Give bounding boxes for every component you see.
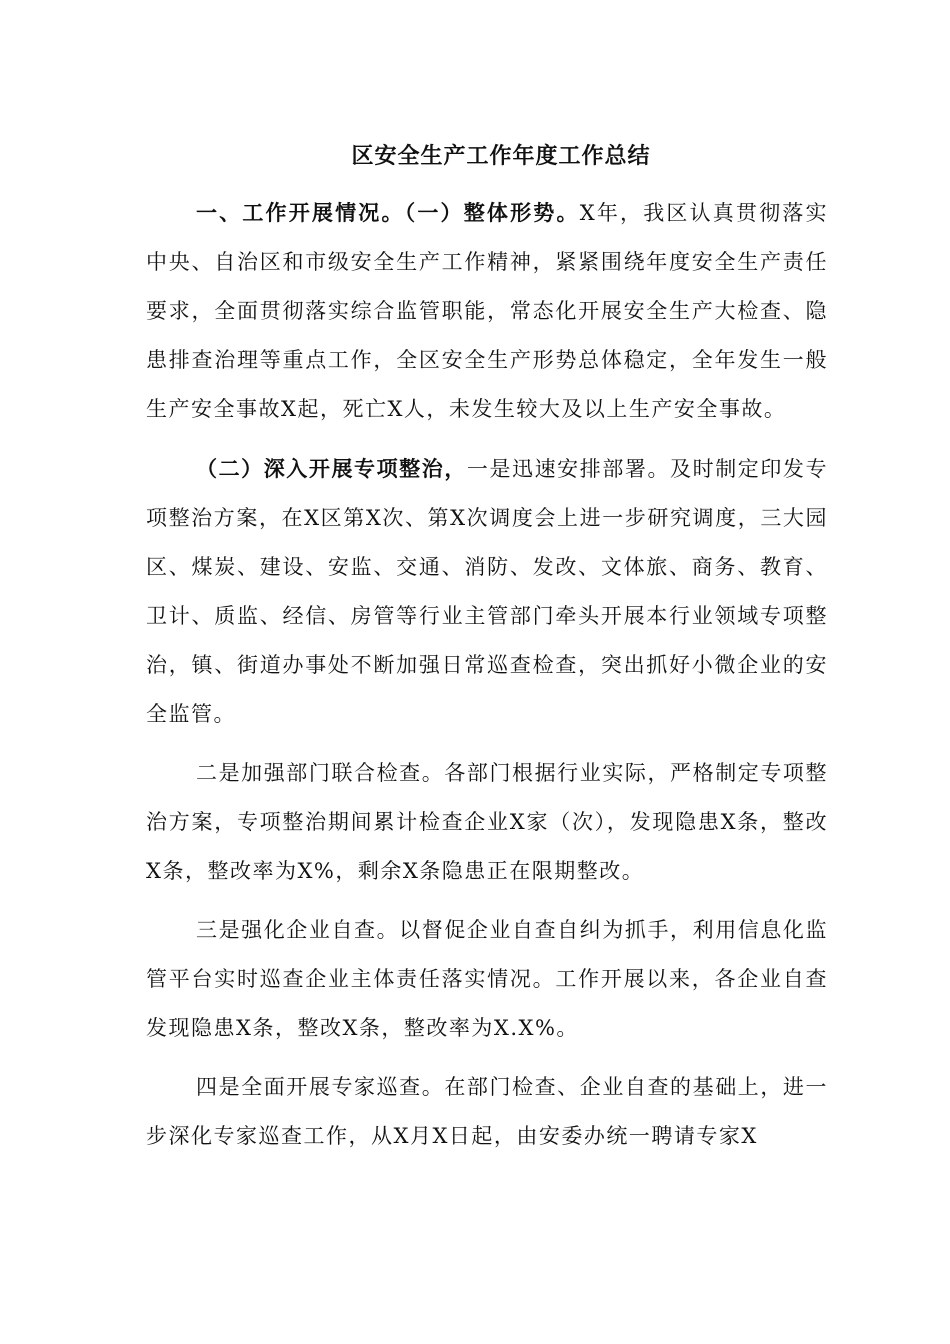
paragraph-body: X年，我区认真贯彻落实中央、自治区和市级安全生产工作精神，紧紧围绕年度安全生产责任要求，全面贯彻落实综合监管职能，常态化开展安全生产大检查、隐患排查治理等重点工作，全区安全生产形势总体稳定，全年发生一般生产安全事故X起，死亡X人，未发生较大及以上生产安全事故。 xyxy=(146,201,829,421)
paragraph-overall-situation xyxy=(146,188,828,434)
document-page xyxy=(146,136,828,1171)
paragraph-heading: 一、工作开展情况。（一）整体形势。 xyxy=(196,200,580,225)
document-title: 区安全生产工作年度工作总结 xyxy=(351,143,651,169)
paragraph-special-rectification xyxy=(146,444,828,739)
paragraph-joint-inspection: 二是加强部门联合检查。各部门根据行业实际，严格制定专项整治方案，专项整治期间累计检查企业X家（次），发现隐患X条，整改X条，整改率为X%，剩余X条隐患正在限期整改。 xyxy=(146,761,828,883)
paragraph-expert-inspection: 四是全面开展专家巡查。在部门检查、企业自查的基础上，进一步深化专家巡查工作，从X月X日起，由安委办统一聘请专家X xyxy=(146,1075,828,1148)
paragraph-heading: （二）深入开展专项整治， xyxy=(196,456,467,481)
paragraph-enterprise-self-inspection: 三是强化企业自查。以督促企业自查自纠为抓手，利用信息化监管平台实时巡查企业主体责任落实情况。工作开展以来，各企业自查发现隐患X条，整改X条，整改率为X.X%。 xyxy=(146,918,828,1040)
paragraph-body: 一是迅速安排部署。及时制定印发专项整治方案，在X区第X次、第X次调度会上进一步研究调度，三大园区、煤炭、建设、安监、交通、消防、发改、文体旅、商务、教育、卫计、质监、经信、房管等行业主管部门牵头开展本行业领域专项整治，镇、街道办事处不断加强日常巡查检查，突出抓好小微企业的安全监管。 xyxy=(146,457,829,726)
